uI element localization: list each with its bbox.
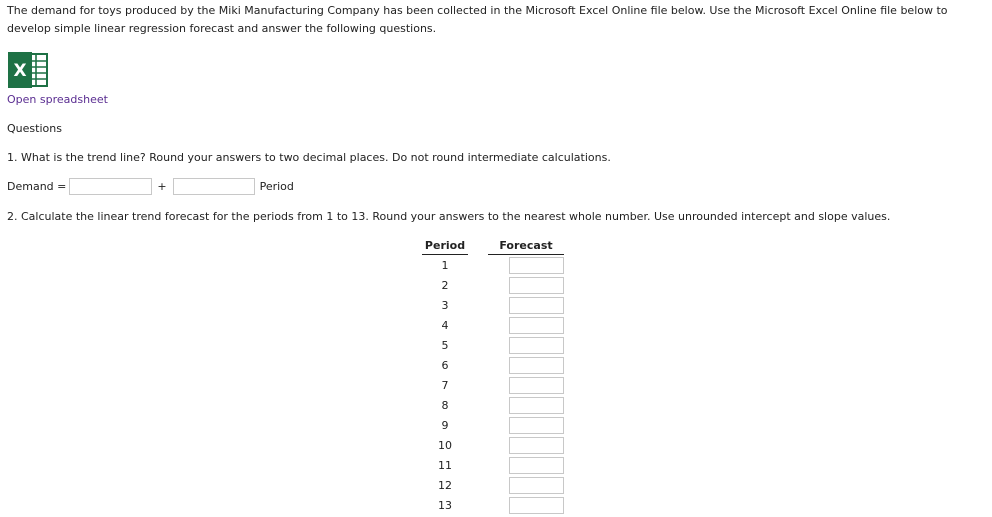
period-header: Period: [422, 236, 468, 255]
forecast-cell: [488, 335, 564, 355]
forecast-cell: [488, 455, 564, 475]
forecast-cell: [488, 415, 564, 435]
table-row: [422, 475, 564, 495]
table-row: [422, 355, 564, 375]
forecast-input[interactable]: [509, 257, 564, 274]
period-cell: 5: [441, 338, 449, 352]
forecast-cell: [488, 275, 564, 295]
forecast-cell: [488, 475, 564, 495]
period-cell: 3: [441, 298, 449, 312]
table-row: [422, 415, 564, 435]
period-cell: 6: [441, 358, 449, 372]
forecast-cell: [488, 435, 564, 455]
forecast-cell: [488, 315, 564, 335]
table-row: [422, 335, 564, 355]
forecast-cell: [488, 255, 564, 276]
forecast-input[interactable]: [509, 457, 564, 474]
forecast-table: [422, 236, 564, 515]
table-row: [422, 315, 564, 335]
period-cell: 7: [441, 378, 449, 392]
slope-input[interactable]: [173, 178, 255, 195]
period-cell: 8: [441, 398, 449, 412]
forecast-cell: [488, 495, 564, 515]
forecast-cell: [488, 395, 564, 415]
period-cell: 13: [438, 498, 452, 512]
forecast-input[interactable]: [509, 297, 564, 314]
period-cell: 12: [438, 478, 452, 492]
forecast-input[interactable]: [509, 357, 564, 374]
forecast-input[interactable]: [509, 397, 564, 414]
intercept-input[interactable]: [69, 178, 152, 195]
forecast-input[interactable]: [509, 477, 564, 494]
table-row: [422, 255, 564, 276]
open-spreadsheet-link[interactable]: Open spreadsheet: [7, 93, 108, 106]
forecast-header: Forecast: [488, 236, 564, 255]
intro-text: The demand for toys produced by the Miki Manufacturing Company has been collected in the Microsoft Excel Online file below. Use the Microsoft Excel Online file below to develop simple linear regression forecast and answer the following questions.: [7, 4, 948, 35]
trend-line-row: [7, 177, 294, 195]
excel-icon[interactable]: [7, 52, 48, 88]
table-row: [422, 455, 564, 475]
period-label: Period: [259, 179, 294, 193]
forecast-input[interactable]: [509, 337, 564, 354]
forecast-cell: [488, 295, 564, 315]
questions-heading: Questions: [7, 122, 62, 135]
table-row: [422, 435, 564, 455]
table-row: [422, 395, 564, 415]
period-cell: 2: [441, 278, 449, 292]
forecast-input[interactable]: [509, 497, 564, 514]
forecast-cell: [488, 375, 564, 395]
table-row: [422, 275, 564, 295]
forecast-input[interactable]: [509, 317, 564, 334]
forecast-input[interactable]: [509, 277, 564, 294]
table-row: [422, 295, 564, 315]
forecast-input[interactable]: [509, 377, 564, 394]
table-row: [422, 495, 564, 515]
forecast-input[interactable]: [509, 417, 564, 434]
demand-label: Demand =: [7, 179, 67, 193]
question-2-text: 2. Calculate the linear trend forecast for the periods from 1 to 13. Round your answers to the nearest whole number. Use unrounded intercept and slope values.: [7, 210, 891, 223]
period-cell: 4: [441, 318, 449, 332]
period-cell: 1: [441, 258, 449, 272]
forecast-cell: [488, 355, 564, 375]
period-cell: 9: [441, 418, 449, 432]
table-row: [422, 375, 564, 395]
excel-icon-letter: X: [13, 61, 27, 81]
plus-sign: +: [157, 179, 167, 193]
forecast-input[interactable]: [509, 437, 564, 454]
question-1-text: 1. What is the trend line? Round your answers to two decimal places. Do not round intermediate calculations.: [7, 151, 611, 164]
period-cell: 11: [438, 458, 452, 472]
period-cell: 10: [438, 438, 452, 452]
